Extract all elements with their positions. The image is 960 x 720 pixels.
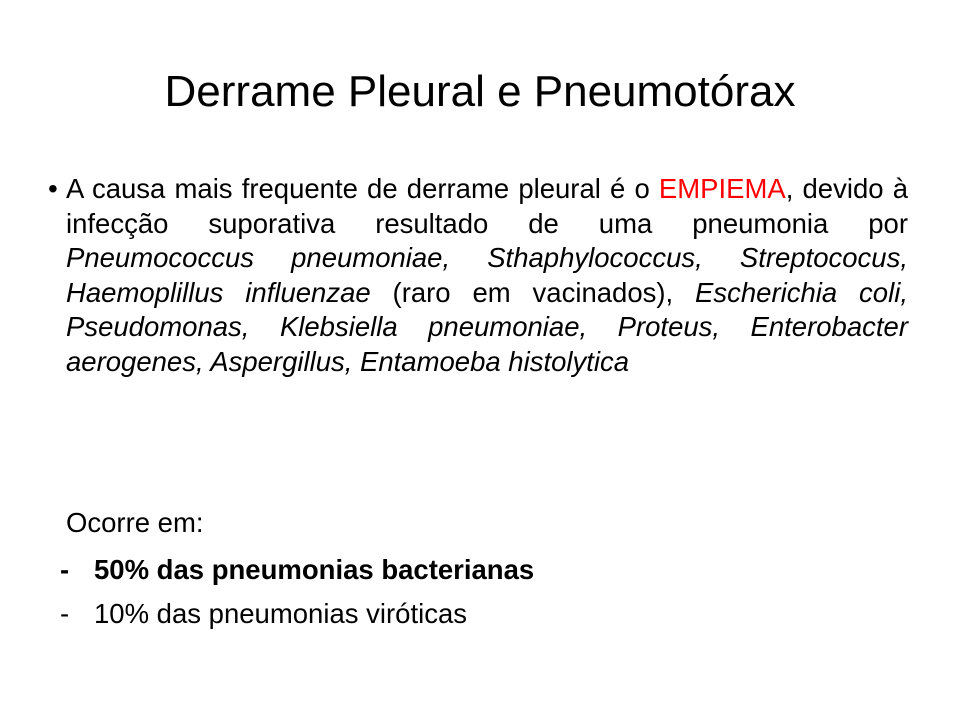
paragraph-text-intro: A causa mais frequente de derrame pleural é o <box>66 173 659 204</box>
occurs-label: Ocorre em: <box>66 507 204 538</box>
occurrence-text: 10% das pneumonias viróticas <box>94 598 467 629</box>
occurrence-list <box>60 548 534 636</box>
empiema-highlight: EMPIEMA <box>658 173 786 204</box>
occurrence-text: 50% das pneumonias bacterianas <box>94 554 535 585</box>
paragraph-text-cause: , devido à infecção suporativa resultado de uma pneumonia por <box>66 173 908 239</box>
pathogen-list-first: Pneumococcus pneumoniae, Sthaphylococcus, Streptococus, Haemoplillus influenzae <box>66 242 908 308</box>
bullet-paragraph <box>66 172 908 379</box>
occurrence-item-bacterial <box>60 548 534 592</box>
bullet-marker: • <box>48 173 58 204</box>
paragraph-text-note: (raro em vacinados), <box>370 276 696 308</box>
bullet-paragraph-container <box>66 172 908 379</box>
dash-marker: - <box>60 554 70 585</box>
occurrence-item-viral <box>60 592 534 636</box>
slide-title: Derrame Pleural e Pneumotórax <box>164 67 796 116</box>
dash-marker: - <box>60 598 70 629</box>
pathogen-list-second: Escherichia coli, Pseudomonas, Klebsiella pneumoniae, Proteus, Enterobacter aerogenes, Aspergillus, Entamoeba histolytica <box>66 276 908 377</box>
